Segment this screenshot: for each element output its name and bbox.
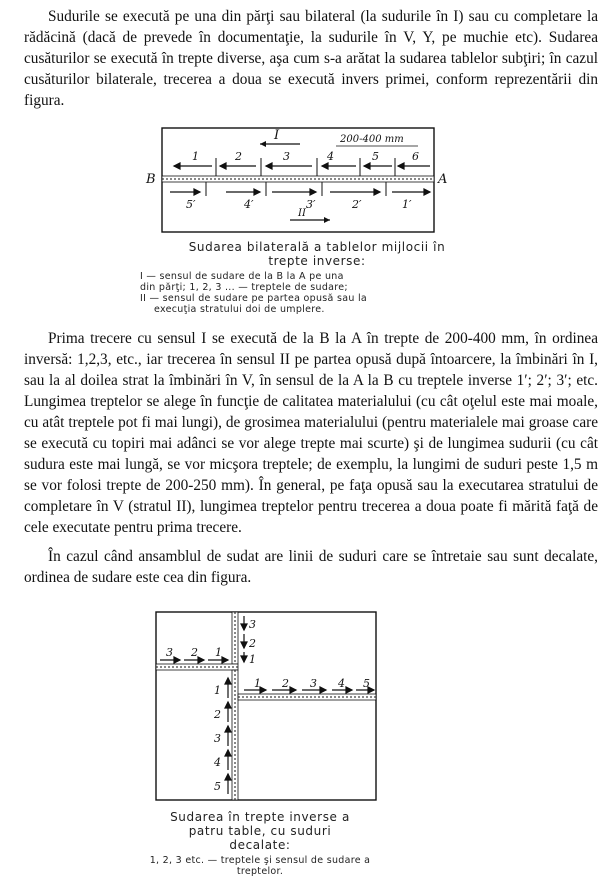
bottom-step-label: 2′ [352,198,362,211]
lower-step-label: 5 [214,780,221,793]
paragraph-crossing-welds: În cazul când ansamblul de sudat are linii de suduri care se întretaie sau sunt decalate, ordinea de sudare este cea din figura. [24,548,598,586]
lower-step-label: 4 [214,756,221,769]
span-label: 200-400 mm [340,134,404,145]
end-a-label: A [438,172,448,187]
upper-step-label: 1 [249,653,256,666]
direction-i-label: I [274,128,280,143]
left-step-label: 1 [215,646,222,659]
paragraph-intro: Sudurile se execută pe una din părţi sau bilateral (la sudurile în I) sau cu completare la rădăcină (dacă de prevede în documentaţie, la sudurile în V, Y, pe muchie etc). Sudarea cusăturilor se execută în trepte diverse, aşa cum s-a arătat la sudarea tablelor subţiri; în cazul cusăturilor bilaterale, trecerea a doua se execută invers primei, conform reprezentării din figura. [24,8,598,109]
figure1-caption-line: execuţia stratului doi de umplere. [154,304,325,315]
four-plates-diagram [148,606,388,806]
figure2-caption-note: 1, 2, 3 etc. — treptele şi sensul de sudare a treptelor. [149,855,371,877]
end-b-label: B [146,172,156,187]
upper-step-label: 2 [249,637,256,650]
top-step-label: 1 [192,150,199,163]
top-step-label: 4 [327,150,334,163]
upper-step-label: 3 [249,618,256,631]
right-step-label: 2 [282,677,289,690]
figure-four-plates [148,606,388,806]
bottom-step-label: 5′ [186,198,196,211]
bottom-step-label: 4′ [244,198,254,211]
plates-outline [156,612,376,800]
figure2-caption [140,810,380,877]
lower-step-label: 3 [214,732,221,745]
figure1-caption-line: I — sensul de sudare de la B la A pe una [140,271,344,282]
top-step-label: 6 [412,150,419,163]
top-step-arrows [174,163,430,169]
right-horizontal-arrows [244,687,374,693]
figure1-caption-line: II — sensul de sudare pe partea opusă sau la [140,293,368,304]
upper-vertical-arrows [241,616,247,662]
bottom-step-label: 3′ [306,198,316,211]
figure1-caption-line: din părţi; 1, 2, 3 ... — treptele de sudare; [140,282,348,293]
lower-vertical-arrows [225,678,231,794]
top-step-label: 5 [372,150,379,163]
direction-ii-label: II [298,208,306,219]
lower-step-label: 1 [214,684,221,697]
left-step-label: 2 [191,646,198,659]
right-step-label: 3 [310,677,317,690]
figure1-caption [140,240,458,315]
bottom-step-arrows [170,189,430,195]
bilateral-welding-diagram [140,124,460,236]
figure-bilateral-welding [140,124,460,236]
paragraph-procedure: Prima trecere cu sensul I se execută de la B la A în trepte de 200-400 mm, în ordinea inversă: 1,2,3, etc., iar trecerea în sensul II pe partea opusă după întoarcere, la îmbinări în I, sau la al doilea strat la îmbinări în V, în sensul de la A la B cu treptele inverse 1′; 2′; 3′; etc. Lungimea treptelor se alege în funcţie de calitatea materialului (cu cât oţelul este mai moale, cu atât treptele pot fi mai lungi), de grosimea materialului (pentru materialele mai groase care se execută cu topiri mai adânci se vor alege trepte mai scurte) şi de lungimea sudurii (cu cât sudura este mai lungă, se vor micşora treptele; de exemplu, la lungimi de suduri peste 1,5 m se vor folosi trepte de 200-250 mm). În general, pe faţa opusă sau la executarea stratului de completare în V (stratul II), lungimea treptelor pentru trecerea a doua poate fi mărită faţă de cele executate pentru prima trecere. [24,330,598,536]
left-step-label: 3 [166,646,173,659]
top-step-label: 2 [235,150,242,163]
right-step-label: 4 [338,677,345,690]
figure1-caption-title: Sudarea bilaterală a tablelor mijlocii în trepte inverse: [188,240,446,268]
lower-step-label: 2 [214,708,221,721]
figure2-caption-title: Sudarea în trepte inverse a patru table, cu suduri decalate: [170,810,350,852]
right-step-label: 1 [254,677,261,690]
top-step-label: 3 [283,150,290,163]
bottom-step-label: 1′ [402,198,412,211]
right-step-label: 5 [363,677,370,690]
